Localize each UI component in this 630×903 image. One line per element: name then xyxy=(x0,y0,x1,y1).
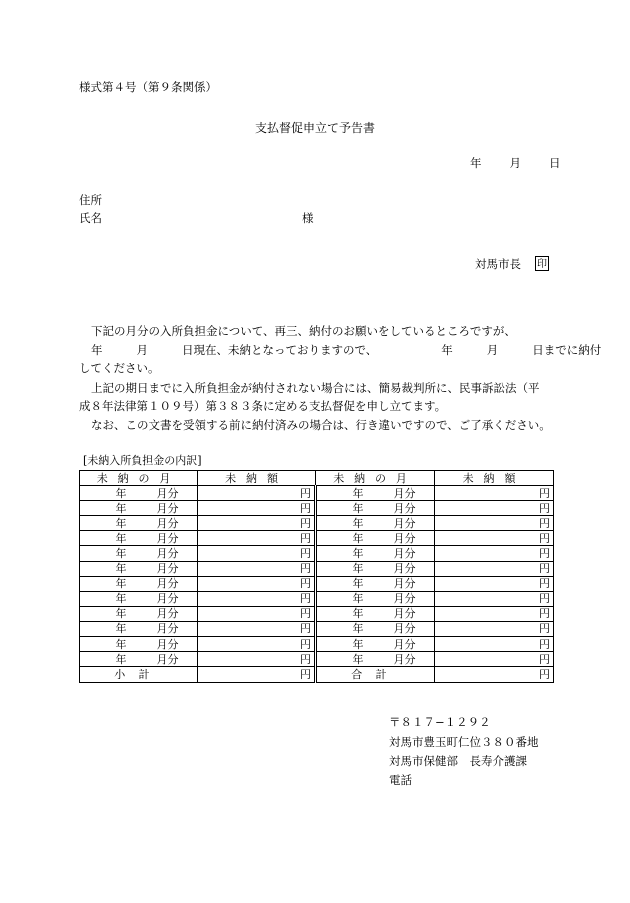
unpaid-amount-cell: 円 xyxy=(435,561,554,576)
document-title: 支払督促申立て予告書 xyxy=(254,121,375,135)
table-row xyxy=(80,637,554,652)
sender-name: 対馬市長 xyxy=(475,257,521,271)
unpaid-month-cell: 年 月分 xyxy=(316,637,435,652)
line2-mid: 日現在、未納となっておりますので、 xyxy=(182,343,378,357)
unpaid-month-cell: 年 月分 xyxy=(80,576,198,591)
line2-year2: 年 xyxy=(441,343,453,357)
unpaid-amount-cell: 円 xyxy=(435,606,554,621)
unpaid-month-cell: 年 月分 xyxy=(316,606,435,621)
recipient-name-label: 氏名 xyxy=(79,211,102,225)
unpaid-amount-cell: 円 xyxy=(435,621,554,636)
unpaid-amount-cell: 円 xyxy=(198,637,316,652)
line2-month: 月 xyxy=(136,343,148,357)
unpaid-amount-cell: 円 xyxy=(198,546,316,561)
unpaid-amount-cell: 円 xyxy=(435,576,554,591)
unpaid-month-cell: 年 月分 xyxy=(316,501,435,516)
table-row xyxy=(80,501,554,516)
line2-month2: 月 xyxy=(486,343,499,357)
table-row xyxy=(80,606,554,621)
date-day: 日 xyxy=(549,156,561,170)
table-row xyxy=(80,652,554,667)
unpaid-month-cell: 年 月分 xyxy=(316,531,435,546)
body-line-6: なお、この文書を受領する前に納付済みの場合は、行き違いですので、ご了承ください。 xyxy=(91,418,551,432)
table-row xyxy=(80,591,554,606)
form-number: 様式第４号（第９条関係） xyxy=(79,80,217,94)
unpaid-month-cell: 年 月分 xyxy=(316,516,435,531)
total-row xyxy=(80,667,554,683)
subtotal-label: 小計 xyxy=(80,667,198,683)
unpaid-amount-cell: 円 xyxy=(198,561,316,576)
date-month: 月 xyxy=(509,156,521,170)
unpaid-month-cell: 年 月分 xyxy=(80,501,198,516)
footer-postal-code: 〒８１７−１２９２ xyxy=(389,715,491,729)
table-caption: [未納入所負担金の内訳] xyxy=(83,454,202,467)
total-label: 合計 xyxy=(316,667,435,683)
unpaid-month-cell: 年 月分 xyxy=(316,561,435,576)
body-line-1: 下記の月分の入所負担金について、再三、納付のお願いをしているところですが、 xyxy=(91,324,516,338)
table-row xyxy=(80,486,554,501)
unpaid-amount-cell: 円 xyxy=(198,516,316,531)
table-header-row xyxy=(80,471,554,486)
unpaid-amount-cell: 円 xyxy=(435,516,554,531)
unpaid-amount-cell: 円 xyxy=(435,546,554,561)
unpaid-amount-cell: 円 xyxy=(435,531,554,546)
unpaid-month-cell: 年 月分 xyxy=(80,516,198,531)
unpaid-amount-cell: 円 xyxy=(435,486,554,501)
footer-address: 対馬市豊玉町仁位３８０番地 xyxy=(389,735,539,749)
unpaid-amount-cell: 円 xyxy=(198,486,316,501)
unpaid-month-cell: 年 月分 xyxy=(316,576,435,591)
unpaid-month-cell: 年 月分 xyxy=(316,621,435,636)
unpaid-month-cell: 年 月分 xyxy=(80,531,198,546)
total-amount: 円 xyxy=(435,667,554,683)
unpaid-month-cell: 年 月分 xyxy=(80,621,198,636)
table-row xyxy=(80,621,554,636)
date-year: 年 xyxy=(470,156,482,170)
unpaid-month-cell: 年 月分 xyxy=(80,652,198,667)
unpaid-month-cell: 年 月分 xyxy=(316,652,435,667)
body-line-3: してください。 xyxy=(79,361,160,375)
unpaid-amount-cell: 円 xyxy=(198,576,316,591)
recipient-address-label: 住所 xyxy=(79,193,102,207)
unpaid-month-cell: 年 月分 xyxy=(80,606,198,621)
unpaid-month-cell: 年 月分 xyxy=(80,561,198,576)
seal-stamp-icon: 印 xyxy=(535,256,549,271)
unpaid-amount-cell: 円 xyxy=(198,501,316,516)
header-month-left: 未納の月 xyxy=(80,471,198,486)
unpaid-month-cell: 年 月分 xyxy=(80,591,198,606)
recipient-honorific: 様 xyxy=(302,211,314,225)
table-row xyxy=(80,561,554,576)
unpaid-breakdown-table xyxy=(79,470,554,683)
unpaid-amount-cell: 円 xyxy=(435,637,554,652)
table-row xyxy=(80,576,554,591)
unpaid-amount-cell: 円 xyxy=(435,501,554,516)
line2-end: 日までに納付 xyxy=(532,343,602,357)
header-amount-left: 未納額 xyxy=(198,471,316,486)
footer-phone-label: 電話 xyxy=(389,773,412,787)
unpaid-month-cell: 年 月分 xyxy=(80,637,198,652)
header-amount-right: 未納額 xyxy=(435,471,554,486)
unpaid-amount-cell: 円 xyxy=(198,591,316,606)
body-line-2 xyxy=(91,345,601,357)
line2-year: 年 xyxy=(91,343,103,357)
table-row xyxy=(80,516,554,531)
unpaid-amount-cell: 円 xyxy=(198,606,316,621)
issue-date xyxy=(470,158,561,170)
unpaid-amount-cell: 円 xyxy=(198,531,316,546)
unpaid-month-cell: 年 月分 xyxy=(316,486,435,501)
table-row xyxy=(80,531,554,546)
header-month-right: 未納の月 xyxy=(316,471,435,486)
body-line-4: 上記の期日までに入所負担金が納付されない場合には、簡易裁判所に、民事訴訟法（平 xyxy=(91,381,540,395)
table-row xyxy=(80,546,554,561)
footer-department: 対馬市保健部 長寿介護課 xyxy=(389,754,527,768)
unpaid-month-cell: 年 月分 xyxy=(316,591,435,606)
subtotal-amount: 円 xyxy=(198,667,316,683)
unpaid-amount-cell: 円 xyxy=(198,621,316,636)
unpaid-month-cell: 年 月分 xyxy=(80,486,198,501)
unpaid-month-cell: 年 月分 xyxy=(316,546,435,561)
unpaid-month-cell: 年 月分 xyxy=(80,546,198,561)
unpaid-amount-cell: 円 xyxy=(435,652,554,667)
unpaid-amount-cell: 円 xyxy=(198,652,316,667)
body-line-5: 成８年法律第１０９号）第３８３条に定める支払督促を申し立てます。 xyxy=(79,399,447,413)
unpaid-amount-cell: 円 xyxy=(435,591,554,606)
